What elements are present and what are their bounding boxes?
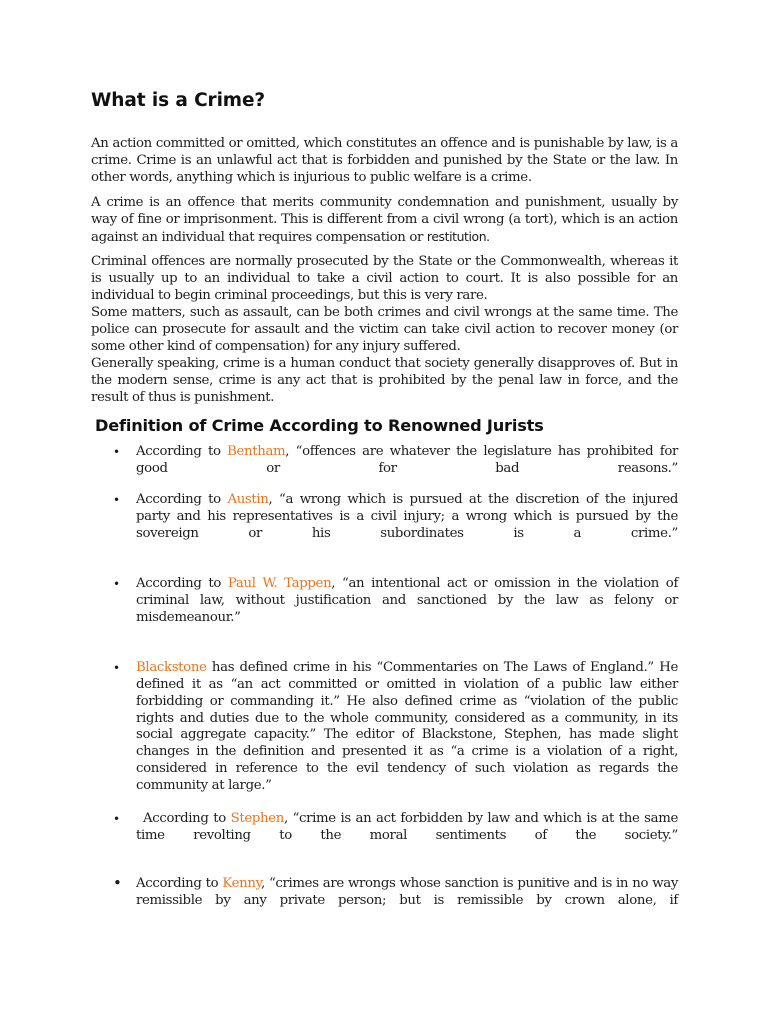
list-item-kenny bbox=[91, 873, 678, 910]
list-item-paul-w-tappen bbox=[91, 576, 678, 627]
bullet-icon: • bbox=[113, 660, 120, 675]
jurist-quote: has defined crime in his “Commentaries on The Laws of England.” He defined it as “an act committed or omitted in violation of a public law either forbidding or commanding it.” He also defined crime as “violation of the public rights and duties due to the whole community, considered as a community, in its social aggregate capacity.” The editor of Blackstone, Stephen, has made slight changes in the definition and presented it as “a crime is a violation of a right, considered in reference to the evil tendency of such violation as regards the community at large.” bbox=[136, 659, 678, 794]
paragraph-prosecution: Criminal offences are normally prosecuted by the State or the Commonwealth, whereas it is usually up to an individual to take a civil action to court. It is also possible for an individual to begin criminal proceedings, but this is very rare. bbox=[91, 254, 678, 304]
bullet-icon: • bbox=[113, 812, 120, 827]
paragraph-civil-wrong bbox=[91, 195, 678, 247]
jurist-name-austin: Austin bbox=[227, 492, 269, 508]
paragraph-civil-wrong-text: A crime is an offence that merits community condemnation and punishment, usually by way of fine or imprisonment. This is different from a civil wrong (a tort), which is an action against an individual that requires compensation or bbox=[91, 194, 678, 245]
jurist-name-blackstone: Blackstone bbox=[136, 659, 207, 675]
restitution-word: restitution. bbox=[426, 228, 490, 244]
bullet-icon: • bbox=[113, 444, 120, 459]
bullet-icon: • bbox=[113, 873, 122, 892]
jurist-prefix: According to bbox=[136, 576, 228, 592]
bullet-icon: • bbox=[113, 577, 120, 592]
jurist-quote: , “crimes are wrongs whose sanction is punitive and is in no way remissible by any private person; but is remissible by crown alone, if bbox=[136, 875, 678, 908]
paragraph-crime-definition: An action committed or omitted, which constitutes an offence and is punishable by law, is a crime. Crime is an unlawful act that is forbidden and punished by the State or the law. In other words, anything which is injurious to public welfare is a crime. bbox=[91, 136, 678, 185]
page-title: What is a Crime? bbox=[91, 90, 266, 111]
jurist-prefix: According to bbox=[136, 875, 223, 891]
list-item-blackstone bbox=[91, 660, 678, 795]
jurist-quote: , “offences are whatever the legislature has prohibited for good or for bad reasons.” bbox=[136, 443, 678, 476]
list-item-austin bbox=[91, 492, 678, 543]
jurist-quote: , “an intentional act or omission in the violation of criminal law, without justification and sanctioned by the law as felony or misdemeanour.” bbox=[136, 576, 679, 625]
bullet-icon: • bbox=[113, 493, 120, 508]
jurist-quote: , “crime is an act forbidden by law and which is at the same time revolting to the moral sentiments of the society.” bbox=[136, 811, 678, 843]
list-item-stephen bbox=[91, 811, 678, 845]
section-heading-jurists: Definition of Crime According to Renowned Jurists bbox=[95, 415, 544, 435]
list-item-bentham bbox=[91, 444, 678, 478]
paragraph-assault: Some matters, such as assault, can be both crimes and civil wrongs at the same time. The police can prosecute for assault and the victim can take civil action to recover money (or some other kind of compensation) for any injury suffered. bbox=[91, 305, 678, 354]
jurist-prefix: According to bbox=[136, 492, 228, 508]
jurist-name-kenny: Kenny bbox=[222, 875, 261, 891]
jurist-name-bentham: Bentham bbox=[227, 443, 286, 459]
jurist-prefix: According to bbox=[136, 443, 228, 459]
jurist-name-paul-w-tappen: Paul W. Tappen bbox=[227, 576, 332, 592]
jurist-name-stephen: Stephen bbox=[230, 811, 284, 827]
jurist-definitions-list bbox=[91, 444, 678, 910]
jurist-prefix: According to bbox=[143, 811, 231, 827]
paragraph-general-meaning: Generally speaking, crime is a human conduct that society generally disapproves of. But in the modern sense, crime is any act that is prohibited by the penal law in force, and the result of thus is punishment. bbox=[91, 355, 678, 405]
jurist-quote: , “a wrong which is pursued at the discretion of the injured party and his representatives is a civil injury; a wrong which is pursued by the sovereign or his subordinates is a crime.” bbox=[136, 492, 679, 542]
